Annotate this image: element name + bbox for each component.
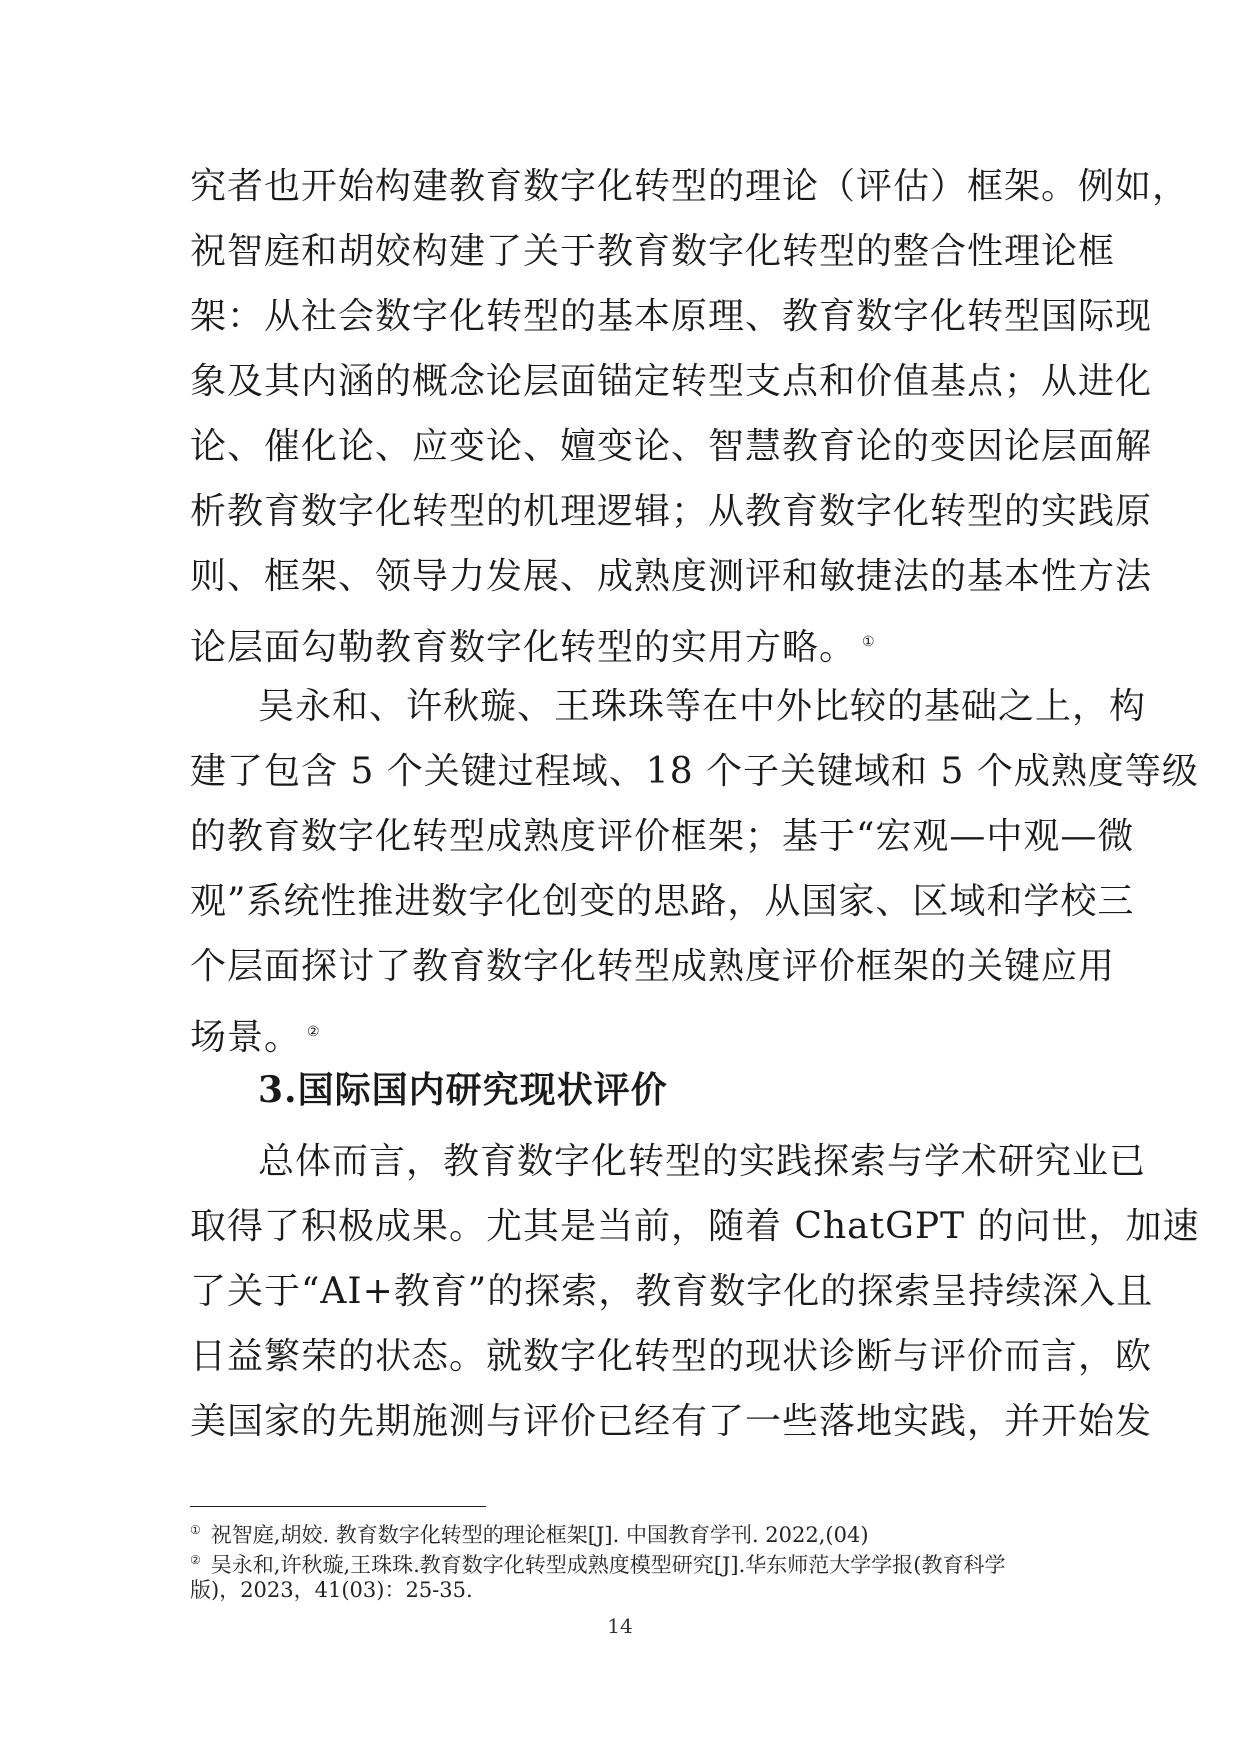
body-line: 析教育数字化转型的机理逻辑；从教育数字化转型的实践原 <box>190 491 1153 532</box>
footnote-ref-2: ② <box>307 1024 320 1040</box>
body-line-text: 论层面勾勒教育数字化转型的实用方略。 <box>190 627 857 668</box>
body-line: 架：从社会数字化转型的基本原理、教育数字化转型国际现 <box>190 296 1153 337</box>
footnote-mark: ① <box>190 1523 201 1537</box>
body-line-text: 场景。 <box>190 1017 302 1058</box>
body-line: 总体而言，教育数字化转型的实践探索与学术研究业已 <box>258 1141 1147 1182</box>
footnote-2 <box>190 1546 1050 1579</box>
footnote-text: 吴永和,许秋璇,王珠珠.教育数字化转型成熟度模型研究[J].华东师范大学学报(教育科学 <box>210 1553 1006 1577</box>
body-line: 美国家的先期施测与评价已经有了一些落地实践，并开始发 <box>190 1401 1153 1442</box>
footnote-text: 祝智庭,胡姣. 教育数字化转型的理论框架[J]. 中国教育学刊. 2022,(04) <box>210 1523 869 1547</box>
page-number: 14 <box>607 1614 633 1638</box>
body-line: 了关于“AI+教育”的探索，教育数字化的探索呈持续深入且 <box>190 1271 1154 1312</box>
footnote-divider <box>190 1506 486 1507</box>
footnote-ref-1: ① <box>862 634 875 650</box>
footnote-2-continuation: 版)，2023，41(03)：25-35. <box>190 1578 473 1602</box>
footnote-1 <box>190 1516 1050 1549</box>
body-line: 的教育数字化转型成熟度评价框架；基于“宏观—中观—微 <box>190 816 1135 857</box>
body-line: 象及其内涵的概念论层面锚定转型支点和价值基点；从进化 <box>190 361 1153 402</box>
body-line: 观”系统性推进数字化创变的思路，从国家、区域和学校三 <box>190 881 1135 922</box>
body-line: 取得了积极成果。尤其是当前，随着 ChatGPT 的问世，加速 <box>190 1206 1200 1247</box>
body-line-with-footnote <box>190 1008 1050 1056</box>
body-line: 日益繁荣的状态。就数字化转型的现状诊断与评价而言，欧 <box>190 1336 1153 1377</box>
body-line: 吴永和、许秋璇、王珠珠等在中外比较的基础之上，构 <box>258 686 1147 727</box>
footnote-mark: ② <box>190 1553 201 1567</box>
body-line: 祝智庭和胡姣构建了关于教育数字化转型的整合性理论框 <box>190 231 1116 272</box>
body-line-with-footnote <box>190 618 1050 666</box>
body-line: 建了包含 5 个关键过程域、18 个子关键域和 5 个成熟度等级 <box>190 751 1199 792</box>
body-line: 究者也开始构建教育数字化转型的理论（评估）框架。例如， <box>190 166 1190 207</box>
section-heading: 3.国际国内研究现状评价 <box>258 1069 668 1111</box>
body-line: 则、框架、领导力发展、成熟度测评和敏捷法的基本性方法 <box>190 556 1153 597</box>
body-line: 论、催化论、应变论、嬗变论、智慧教育论的变因论层面解 <box>190 426 1153 467</box>
body-line: 个层面探讨了教育数字化转型成熟度评价框架的关键应用 <box>190 946 1116 987</box>
